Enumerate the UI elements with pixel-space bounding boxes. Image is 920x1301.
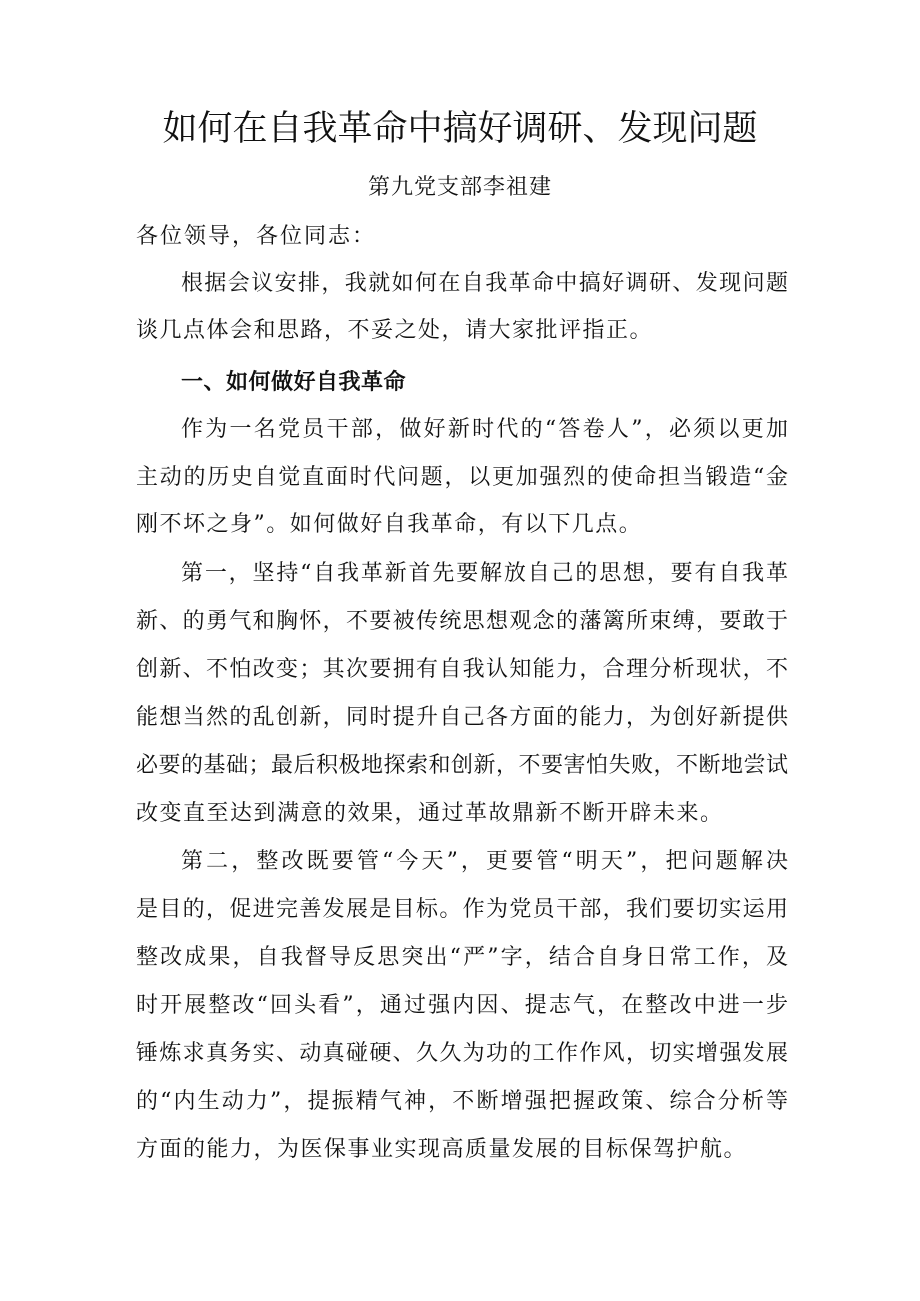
para2-line-2: 新、的勇气和胸怀，不要被传统思想观念的藩篱所束缚，要敢于 <box>136 609 788 634</box>
intro-line-2: 谈几点体会和思路，不妥之处，请大家批评指正。 <box>136 318 654 343</box>
para2-line-3: 创新、不怕改变；其次要拥有自我认知能力，合理分析现状，不 <box>136 657 788 682</box>
para3-line-1: 第二，整改既要管“今天”，更要管“明天”，把问题解决 <box>181 849 788 874</box>
section-heading: 一、如何做好自我革命 <box>181 370 407 395</box>
para2-line-4: 能想当然的乱创新，同时提升自己各方面的能力，为创好新提供 <box>136 705 788 730</box>
para3-line-4: 时开展整改“回头看”，通过强内因、提志气，在整改中进一步 <box>136 993 788 1018</box>
para1-line-2: 主动的历史自觉直面时代问题，以更加强烈的使命担当锻造“金 <box>136 465 788 490</box>
document-author: 第九党支部李祖建 <box>367 175 552 200</box>
para3-line-3: 整改成果，自我督导反思突出“严”字，结合自身日常工作，及 <box>136 945 788 970</box>
intro-line-1: 根据会议安排，我就如何在自我革命中搞好调研、发现问题 <box>181 271 788 296</box>
greeting: 各位领导，各位同志： <box>136 224 377 249</box>
para3-line-5: 锤炼求真务实、动真碰硬、久久为功的工作作风，切实增强发展 <box>136 1041 788 1066</box>
para2-line-6: 改变直至达到满意的效果，通过革故鼎新不断开辟未来。 <box>136 801 724 826</box>
para3-line-7: 方面的能力，为医保事业实现高质量发展的目标保驾护航。 <box>136 1137 748 1162</box>
para2-line-5: 必要的基础；最后积极地探索和创新，不要害怕失败，不断地尝试 <box>136 753 788 778</box>
para3-line-6: 的“内生动力”，提振精气神，不断增强把握政策、综合分析等 <box>136 1089 788 1114</box>
document-title: 如何在自我革命中搞好调研、发现问题 <box>162 109 758 149</box>
para1-line-3: 刚不坏之身”。如何做好自我革命，有以下几点。 <box>136 512 643 537</box>
para2-line-1: 第一，坚持“自我革新首先要解放自己的思想，要有自我革 <box>181 561 788 586</box>
para1-line-1: 作为一名党员干部，做好新时代的“答卷人”，必须以更加 <box>181 417 788 442</box>
para3-line-2: 是目的，促进完善发展是目标。作为党员干部，我们要切实运用 <box>136 897 788 922</box>
